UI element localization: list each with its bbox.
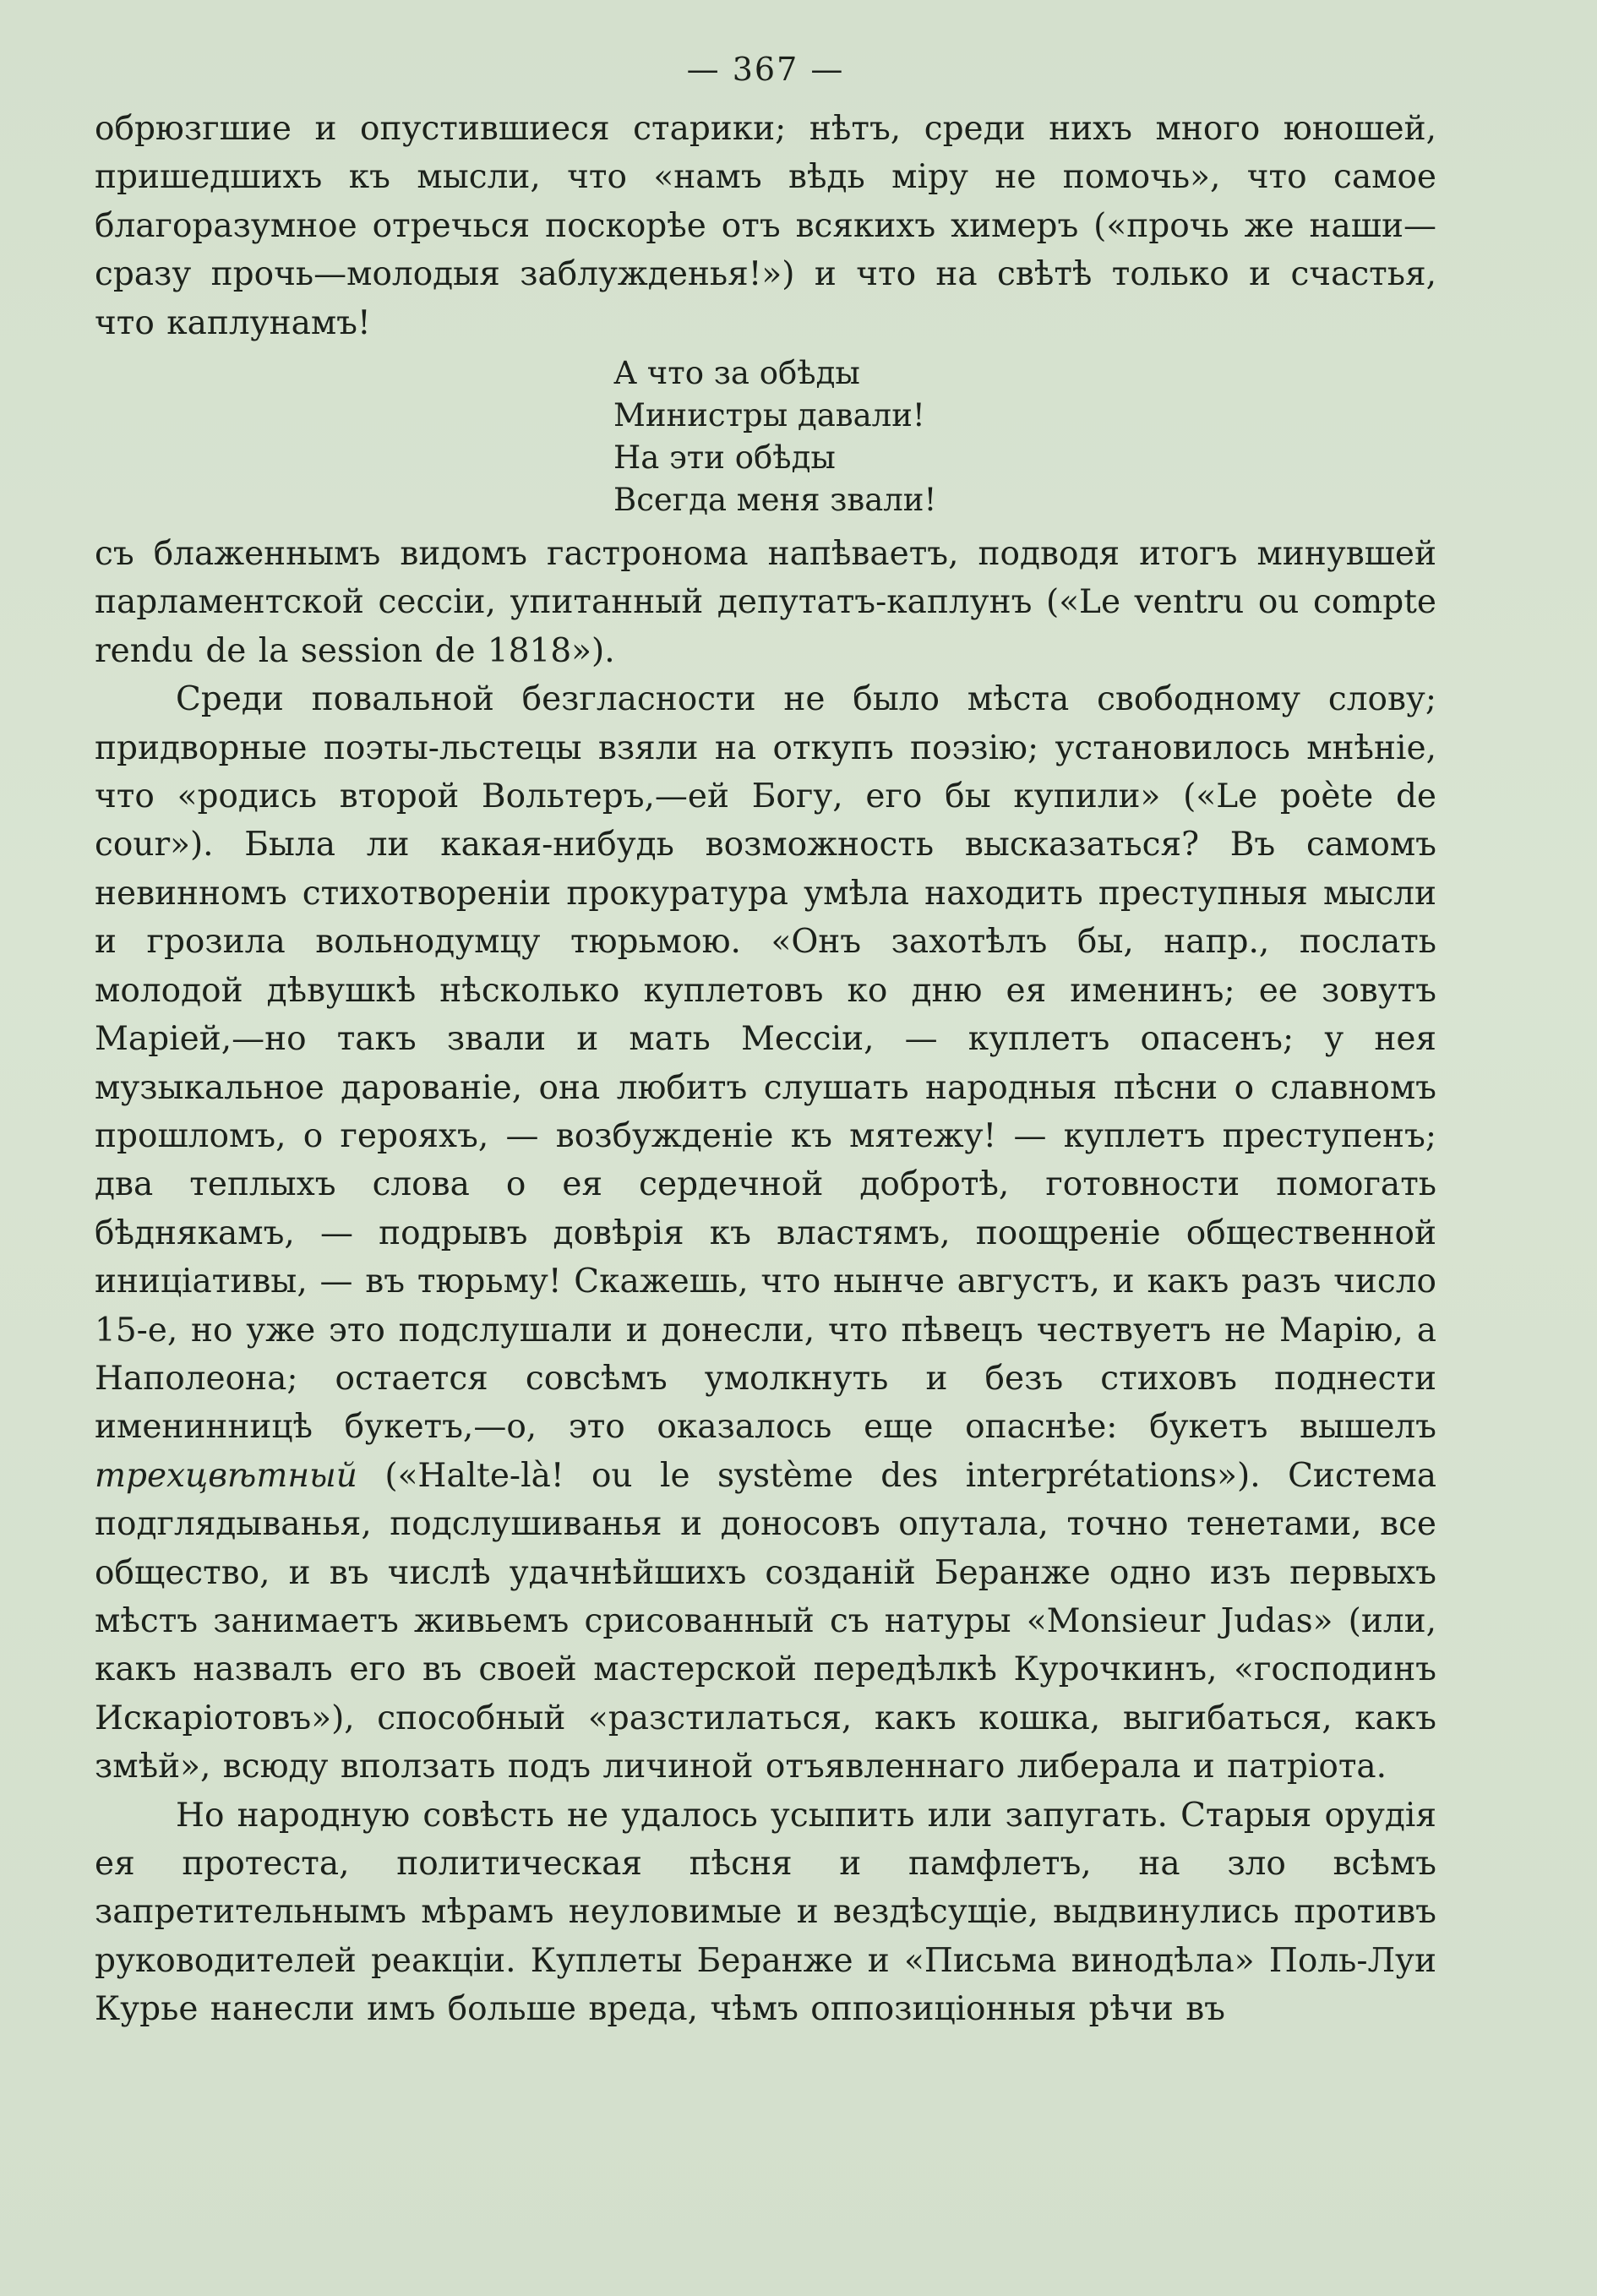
paragraph-2: съ блаженнымъ видомъ гастронома напѣваетъ, подводя итогъ минувшей парламентской сессіи, упитанный депутатъ-каплунъ («Le ventru ou compte rendu de la session de 1818»). [95,535,1436,670]
paragraph-4: Но народную совѣсть не удалось усыпить или запугать. Старыя орудія ея протеста, политическая пѣсня и памфлетъ, на зло всѣмъ запретительнымъ мѣрамъ неуловимые и вездѣсущіе, выдвинулись противъ руководителей реакціи. Куплеты Беранже и «Письма винодѣла» Поль-Луи Курье нанесли имъ больше вреда, чѣмъ оппозиціонныя рѣчи въ [95,1796,1436,2029]
verse-line: Всегда меня звали! [613,482,937,519]
paragraph-3-part-a: Среди повальной безгласности не было мѣста свободному слову; придворные поэты-льстецы взяли на откупъ поэзію; установилось мнѣніе, что «родись второй Вольтеръ,—ей Богу, его бы купили» («Le poète de cour»). Была ли какая-нибудь возможность высказаться? Въ самомъ невинномъ стихотвореніи прокуратура умѣла находить преступныя мысли и грозила вольнодумцу тюрьмою. «Онъ захотѣлъ бы, напр., послать молодой дѣвушкѣ нѣсколько куплетовъ ко дню ея именинъ; ее зовутъ Маріей,—но такъ звали и мать Мессіи, — куплетъ опасенъ; у нея музыкальное дарованіе, она любитъ слушать народныя пѣсни о славномъ прошломъ, о герояхъ, — возбужденіе къ мятежу! — куплетъ преступенъ; два теплыхъ слова о ея сердечной добротѣ, готовности помогать бѣднякамъ, — подрывъ довѣрія къ властямъ, поощреніе общественной иниціативы, — въ тюрьму! Скажешь, что нынче августъ, и какъ разъ число 15-е, но уже это подслушали и донесли, что пѣвецъ чествуетъ не Марію, а Наполеона; остается совсѣмъ умолкнуть и безъ стиховъ поднести именинницѣ букетъ,—о, это оказалось еще опаснѣе: букетъ вышелъ [95,680,1436,1447]
paragraph-1: обрюзгшие и опустившиеся старики; нѣтъ, среди нихъ много юношей, пришедшихъ къ мысли, что «намъ вѣдь міру не помочь», что самое благоразумное отречься поскорѣе отъ всякихъ химеръ («прочь же наши—сразу прочь—молодыя заблужденья!») и что на свѣтѣ только и счастья, что каплунамъ! [95,110,1436,342]
verse-line: На эти обѣды [613,439,836,477]
paragraph-3-part-b: («Halte-là! ou le système des interprétations»). Система подглядыванья, подслушиванья и доносовъ опутала, точно тенетами, все общество, и въ числѣ удачнѣйшихъ созданій Беранже одно изъ первыхъ мѣстъ занимаетъ живьемъ срисованный съ натуры «Monsieur Judas» (или, какъ назвалъ его въ своей мастерской передѣлкѣ Курочкинъ, «господинъ Искаріотовъ»), способный «разстилаться, какъ кошка, выгибаться, какъ змѣй», всюду вползать подъ личиной отъявленнаго либерала и патріота. [95,1456,1436,1786]
verse-line: Министры давали! [613,397,925,434]
verse-line: А что за обѣды [613,355,860,392]
page-number: — 367 — [686,51,845,88]
paragraph-3 [95,675,1436,1791]
verse-quote [613,352,1436,521]
italic-word-trehtsvetny: трехцвѣтный [95,1456,357,1495]
